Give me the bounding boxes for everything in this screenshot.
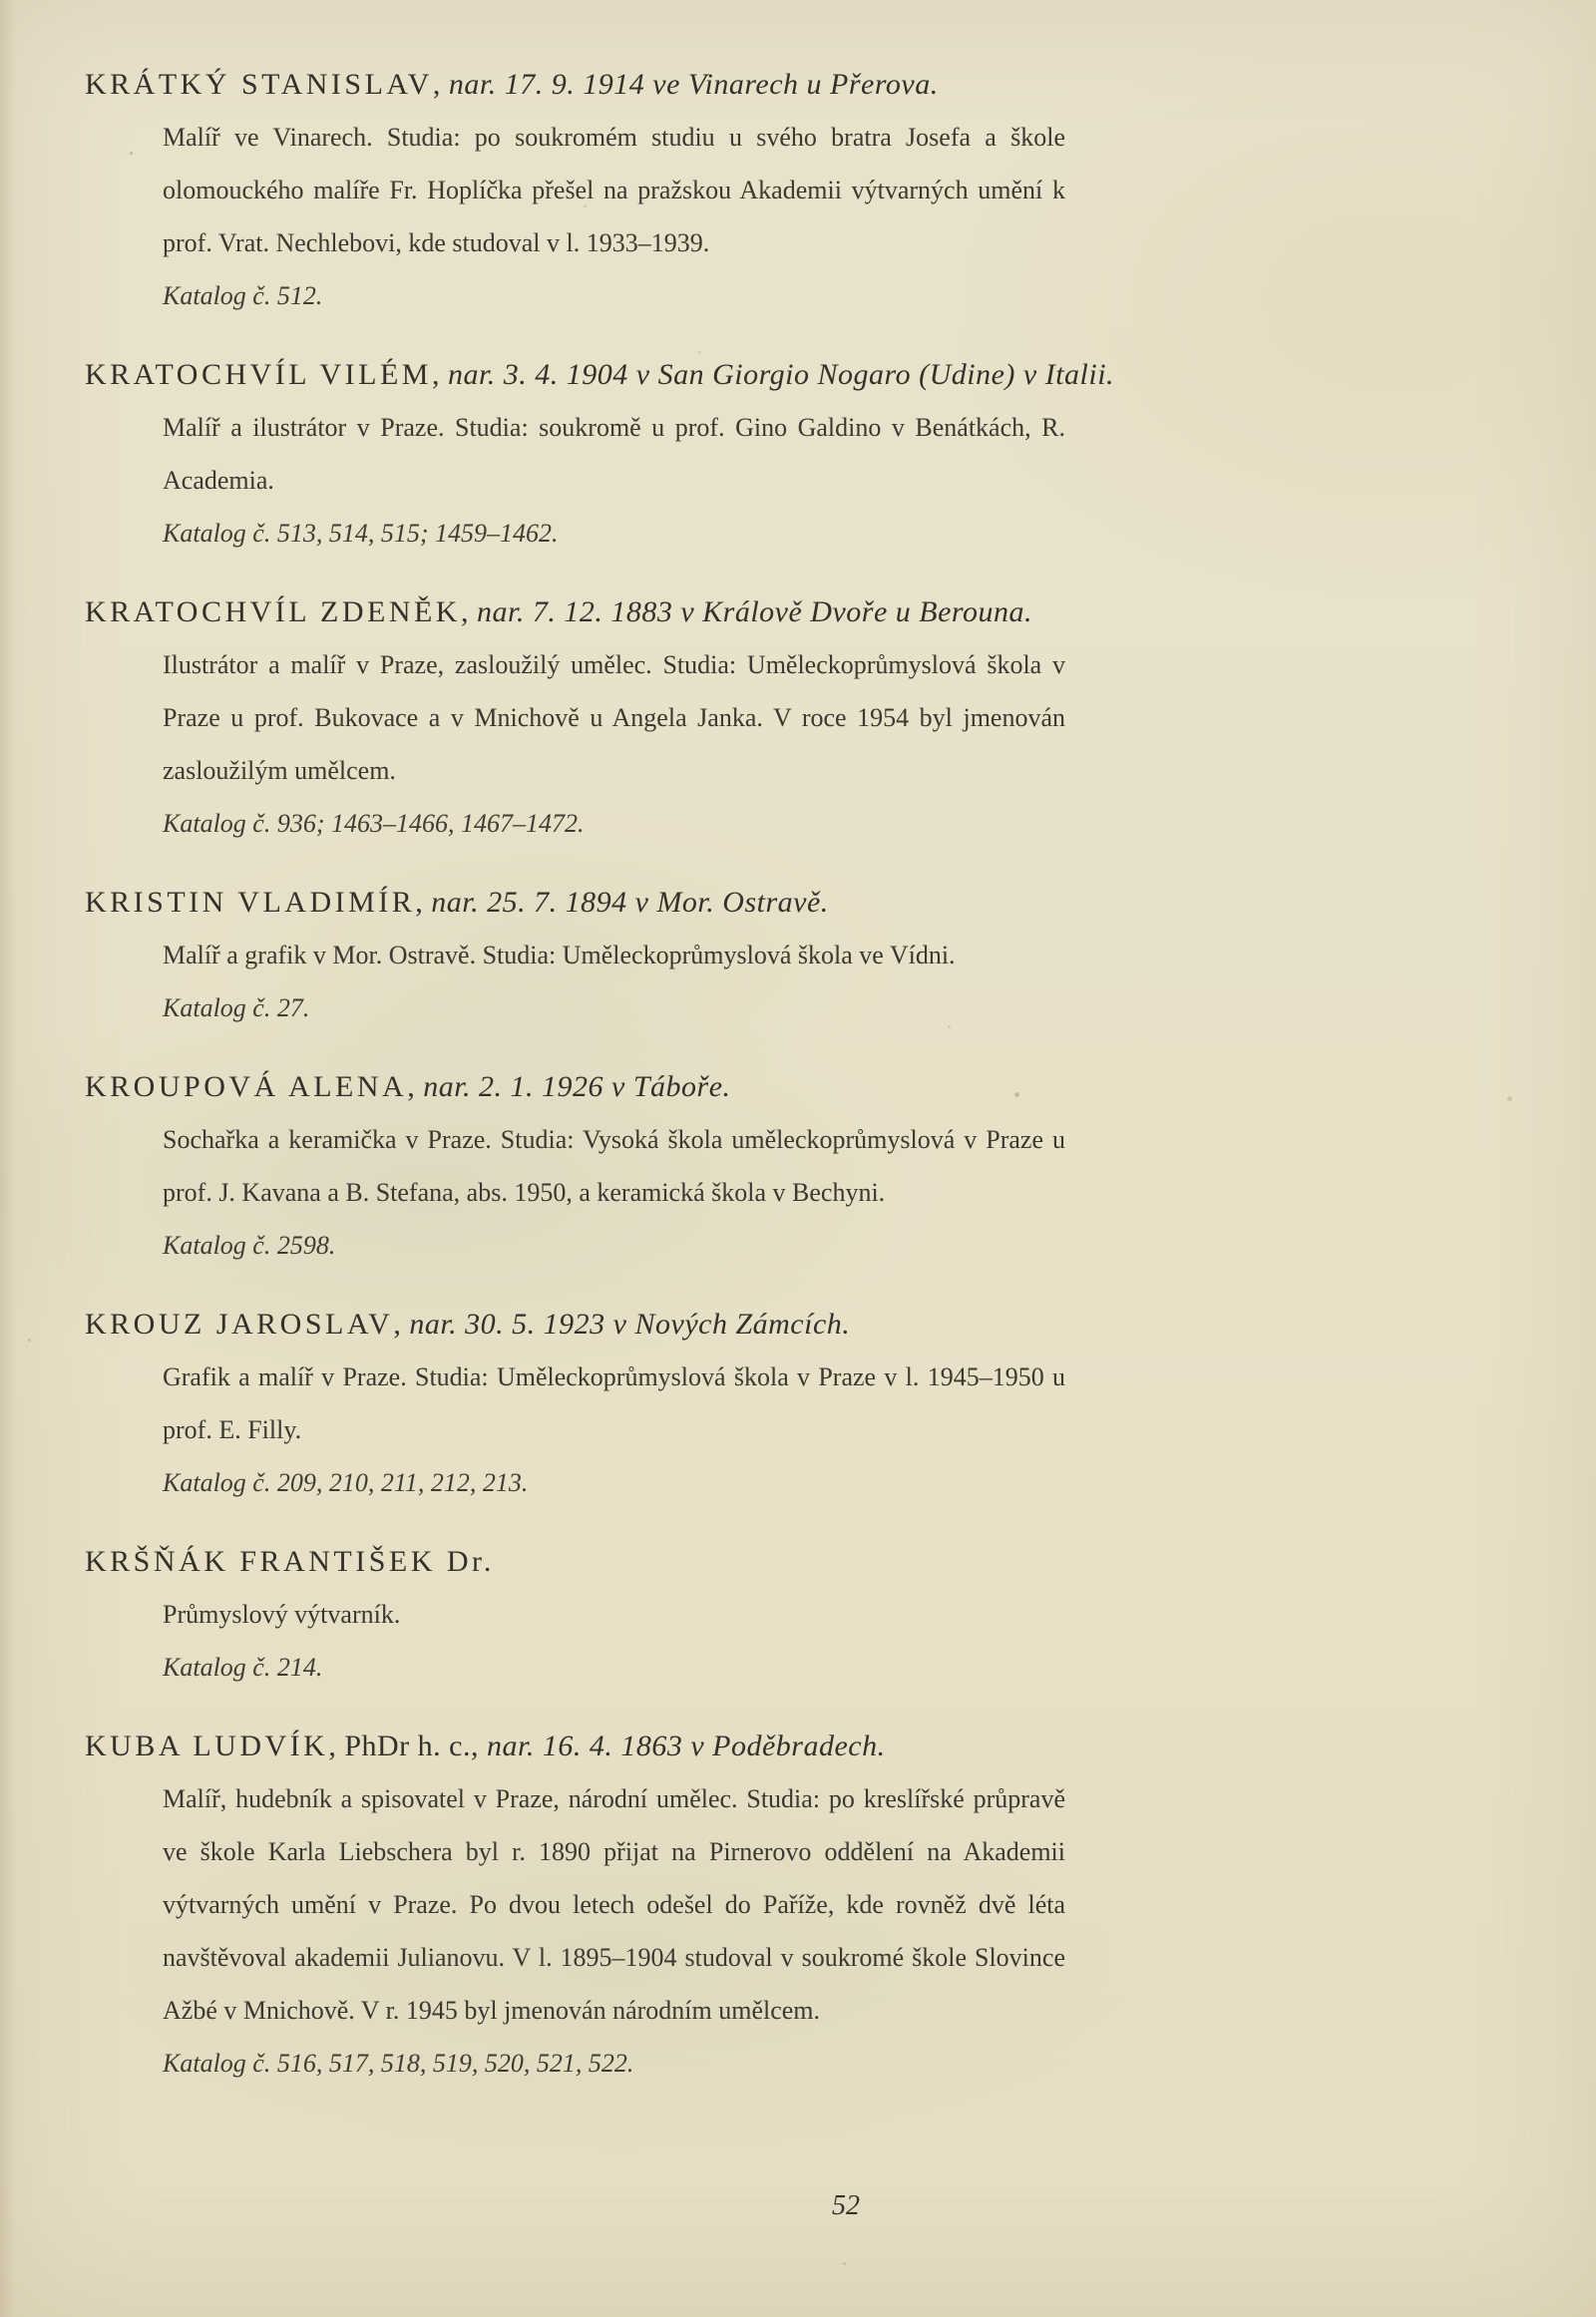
artist-entry <box>85 876 1034 1034</box>
artist-entry <box>85 1060 1065 1272</box>
catalog-reference: Katalog č. 512. <box>163 281 323 310</box>
birth-info: nar. 17. 9. 1914 ve Vinarech u Přerova. <box>448 68 939 101</box>
name-separator: , <box>431 358 448 391</box>
birth-info: nar. 7. 12. 1883 v Králově Dvoře u Berouna. <box>476 595 1032 628</box>
entry-description: Ilustrátor a malíř v Praze, zasloužilý umělec. Studia: Uměleckoprůmyslová škola v Praze u prof. Bukovace a v Mnichově u Angela Janka. V roce 1954 byl jmenován zasloužilým umělcem. <box>163 650 1065 785</box>
artist-name: KRATOCHVÍL ZDENĚK <box>85 595 461 628</box>
birth-info: nar. 30. 5. 1923 v Nových Zámcích. <box>409 1308 851 1341</box>
name-separator: , <box>393 1308 410 1341</box>
artist-name: KRISTIN VLADIMÍR <box>85 886 416 919</box>
entry-description: Malíř a ilustrátor v Praze. Studia: soukromě u prof. Gino Galdino v Benátkách, R. Academia. <box>163 413 1065 495</box>
artist-entry <box>85 1720 1065 2090</box>
catalog-reference: Katalog č. 516, 517, 518, 519, 520, 521, 522. <box>163 2049 634 2078</box>
page-number: 52 <box>832 2190 860 2221</box>
artist-entry <box>85 58 1065 322</box>
entry-heading <box>85 1535 1034 1588</box>
artist-name: KUBA LUDVÍK <box>85 1730 329 1762</box>
name-separator: , <box>432 68 449 101</box>
artist-name: KROUPOVÁ ALENA <box>85 1070 408 1103</box>
entry-heading <box>85 585 1034 638</box>
entry-description: Grafik a malíř v Praze. Studia: Uměleckoprůmyslová škola v Praze v l. 1945–1950 u prof. E. Filly. <box>163 1362 1065 1444</box>
name-separator: , <box>415 886 432 919</box>
catalog-reference: Katalog č. 513, 514, 515; 1459–1462. <box>163 519 559 548</box>
name-separator: , <box>407 1070 424 1103</box>
entry-heading <box>85 876 1034 929</box>
artist-entry <box>85 348 1115 560</box>
entry-heading <box>85 1298 1034 1351</box>
birth-info: nar. 16. 4. 1863 v Poděbradech. <box>486 1730 886 1762</box>
entry-heading <box>85 1060 1034 1113</box>
catalog-reference: Katalog č. 209, 210, 211, 212, 213. <box>163 1468 529 1497</box>
catalog-reference: Katalog č. 2598. <box>163 1231 336 1260</box>
entry-heading <box>85 348 1115 401</box>
birth-info: nar. 25. 7. 1894 v Mor. Ostravě. <box>431 886 829 919</box>
artist-name: KRÁTKÝ STANISLAV <box>85 68 433 101</box>
entry-description: Malíř, hudebník a spisovatel v Praze, národní umělec. Studia: po kreslířské průpravě ve škole Karla Liebschera byl r. 1890 přijat na Pirnerovo oddělení na Akademii výtvarných umění v Praze. Po dvou letech odešel do Paříže, kde rovněž dvě léta navštěvoval akademii Julianovu. V l. 1895–1904 studoval v soukromé škole Slovince Ažbé v Mnichově. V r. 1945 byl jmenován národním umělcem. <box>163 1784 1065 2025</box>
entry-heading <box>85 1720 1034 1772</box>
entry-description: Malíř ve Vinarech. Studia: po soukromém studiu u svého bratra Josefa a škole olomouckého malíře Fr. Hoplíčka přešel na pražskou Akademii výtvarných umění k prof. Vrat. Nechlebovi, kde studoval v l. 1933–1939. <box>163 123 1065 257</box>
entry-description: Průmyslový výtvarník. <box>163 1600 401 1629</box>
catalog-reference: Katalog č. 27. <box>163 993 310 1022</box>
name-separator: , PhDr h. c., <box>328 1730 487 1762</box>
artist-entry <box>85 1298 1065 1509</box>
artist-name: KRŠŇÁK FRANTIŠEK Dr. <box>85 1545 495 1578</box>
catalog-reference: Katalog č. 214. <box>163 1653 323 1682</box>
entry-heading <box>85 58 1034 111</box>
entry-description: Malíř a grafik v Mor. Ostravě. Studia: Uměleckoprůmyslová škola ve Vídni. <box>163 941 956 969</box>
birth-info: nar. 2. 1. 1926 v Táboře. <box>423 1070 731 1103</box>
artist-name: KRATOCHVÍL VILÉM <box>85 358 432 391</box>
name-separator: , <box>460 595 477 628</box>
artist-entry <box>85 585 1065 850</box>
entry-description: Sochařka a keramička v Praze. Studia: Vysoká škola uměleckoprůmyslová v Praze u prof. J. Kavana a B. Stefana, abs. 1950, a keramická škola v Bechyni. <box>163 1125 1065 1207</box>
artist-entry <box>85 1535 1034 1694</box>
catalog-reference: Katalog č. 936; 1463–1466, 1467–1472. <box>163 809 585 838</box>
artist-name: KROUZ JAROSLAV <box>85 1308 394 1341</box>
birth-info: nar. 3. 4. 1904 v San Giorgio Nogaro (Udine) v Italii. <box>447 358 1115 391</box>
